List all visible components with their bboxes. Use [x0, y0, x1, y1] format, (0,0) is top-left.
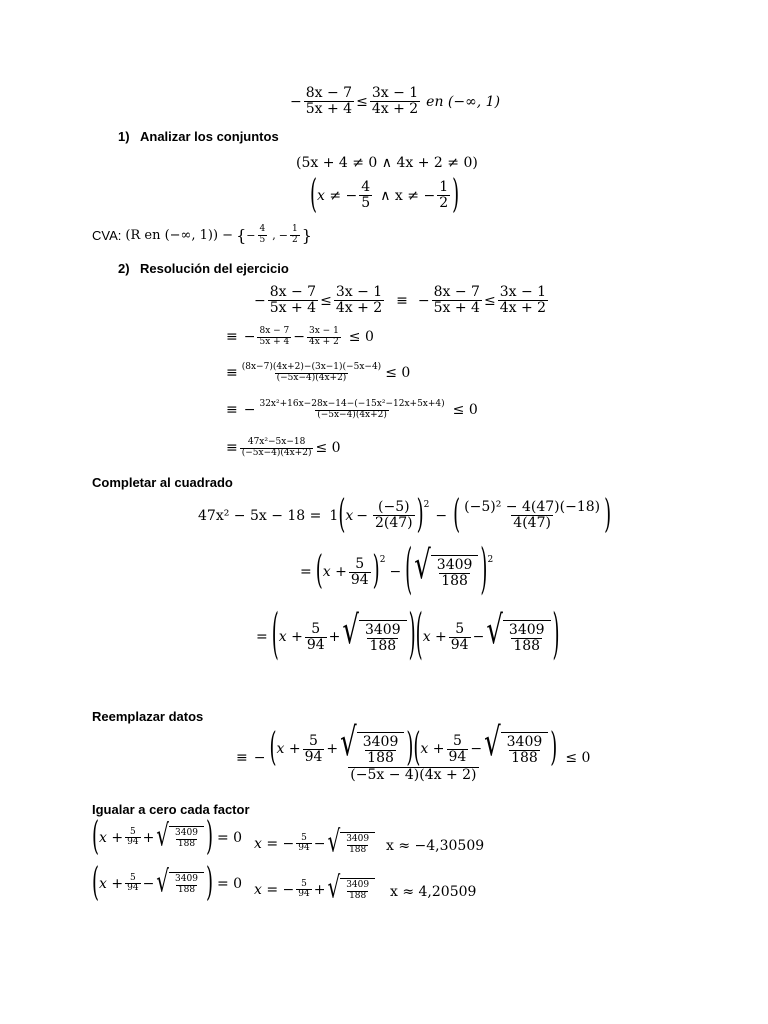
step-5: ≡ $\frac{\text{47x²−5x−18}}{(-5x-4)(4x+2)}$ ≤ 0 — [226, 437, 341, 458]
cva-line: CVA: (R en (−∞, 1)) − { − $\frac{4}{5}$ , − $\frac{1}{2}$ } — [92, 224, 312, 245]
step-3: ≡ $\frac{(8x-7)(4x+2)-(3x-1)(-5x-4)}{(-5x-4)(4x+2)}$ ≤ 0 — [226, 362, 411, 383]
step-2: ≡ − $\frac{8x - 7}{5x + 4}$ − $\frac{3x - 1}{4x + 2}$ ≤ 0 — [226, 326, 374, 347]
exclusions: ( x ≠ − $\frac{4}{5}$ ∧ x ≠ − $\frac{1}{2}$ ) — [310, 171, 460, 218]
factor-1: ( x + $\frac{5}{94}$ + √ $\frac{3409}{188}$ ) = 0 — [92, 813, 243, 860]
complete-square-line-3: = ( x + $\frac{5}{94}$ + √ $\frac{3409}{188}$ ) ( x + $\frac{5}{94}$ − √ $\frac{3409}{188}$ ) — [256, 604, 560, 668]
sqrt: √ $\frac{3409}{188}$ — [340, 732, 404, 767]
conditions: (5x + 4 ≠ 0 ∧ 4x + 2 ≠ 0) — [296, 155, 478, 171]
step-1: − $\frac{8x - 7}{5x + 4}$ ≤ $\frac{3x - 1}{4x + 2}$ ≡ − $\frac{8x - 7}{5x + 4}$ ≤ $\frac{3x - 1}{4x + 2}$ — [254, 284, 547, 317]
replace-title: Reemplazar datos — [92, 709, 204, 724]
sqrt: √ $\frac{3409}{188}$ — [414, 555, 478, 590]
solution-1-approx: x ≈ −4,30509 — [386, 838, 485, 854]
solution-2-exact: x = − $\frac{5}{94}$ + √ $\frac{3409}{188}$ — [254, 878, 377, 902]
section-2-number: 2) — [118, 261, 130, 276]
factor-2: ( x + $\frac{5}{94}$ − √ $\frac{3409}{188}$ ) = 0 — [92, 859, 243, 906]
problem-statement: − $\frac{8x - 7}{5x + 4}$ ≤ $\frac{3x - 1}{4x + 2}$ en (−∞, 1) — [290, 85, 501, 118]
section-2-title: Resolución del ejercicio — [140, 261, 289, 276]
section-1-title: Analizar los conjuntos — [140, 129, 279, 144]
roots-title: Igualar a cero cada factor — [92, 802, 250, 817]
solution-2-approx: x ≈ 4,20509 — [390, 884, 477, 900]
sqrt: √ $\frac{3409}{188}$ — [327, 832, 375, 856]
lhs-fraction: $\frac{8x - 7}{5x + 4}$ — [305, 85, 353, 118]
complete-square-line-2: = ( x + $\frac{5}{94}$ ) $^2$ − ( √ $\frac{3409}{188}$ ) $^2$ — [300, 539, 494, 603]
rhs-fraction: $\frac{3x - 1}{4x + 2}$ — [371, 85, 419, 118]
sqrt: √ $\frac{3409}{188}$ — [486, 620, 550, 655]
complete-square-title: Completar al cuadrado — [92, 475, 233, 490]
solution-1-exact: x = − $\frac{5}{94}$ − √ $\frac{3409}{188}$ — [254, 832, 377, 856]
complete-square-line-1: 47x² − 5x − 18 = 1 ( x − $\frac{(-5)}{2(47)}$ ) $^2$ − ( $\frac{\text{(−5)² − 4(47)(−18)}}{4(47)}$ ) — [198, 491, 612, 538]
sqrt: √ $\frac{3409}{188}$ — [484, 732, 548, 767]
section-1-number: 1) — [118, 129, 130, 144]
sqrt: √ $\frac{3409}{188}$ — [342, 620, 406, 655]
sqrt: √ $\frac{3409}{188}$ — [327, 878, 375, 902]
sqrt: √ $\frac{3409}{188}$ — [156, 826, 204, 850]
sqrt: √ $\frac{3409}{188}$ — [156, 872, 204, 896]
step-4: ≡ − $\frac{\text{32x²+16x−28x−14−(−15x²−12x+5x+4)}}{(-5x-4)(4x+2)}$ ≤ 0 — [226, 399, 478, 420]
big-fraction: ( x + $\frac{5}{94}$ + √ $\frac{3409}{188}$ ) ( x + $\frac{5}{94}$ − √ $\frac{3409}{188}$ ) (−5x − 4)(4x + 2) — [269, 720, 558, 783]
replaced-inequality: ≡ − ( x + $\frac{5}{94}$ + √ $\frac{3409}{188}$ ) ( x + $\frac{5}{94}$ − √ $\frac{3409}{188}$ ) (−5x − 4)(4x + 2) ≤ 0 — [236, 720, 591, 783]
